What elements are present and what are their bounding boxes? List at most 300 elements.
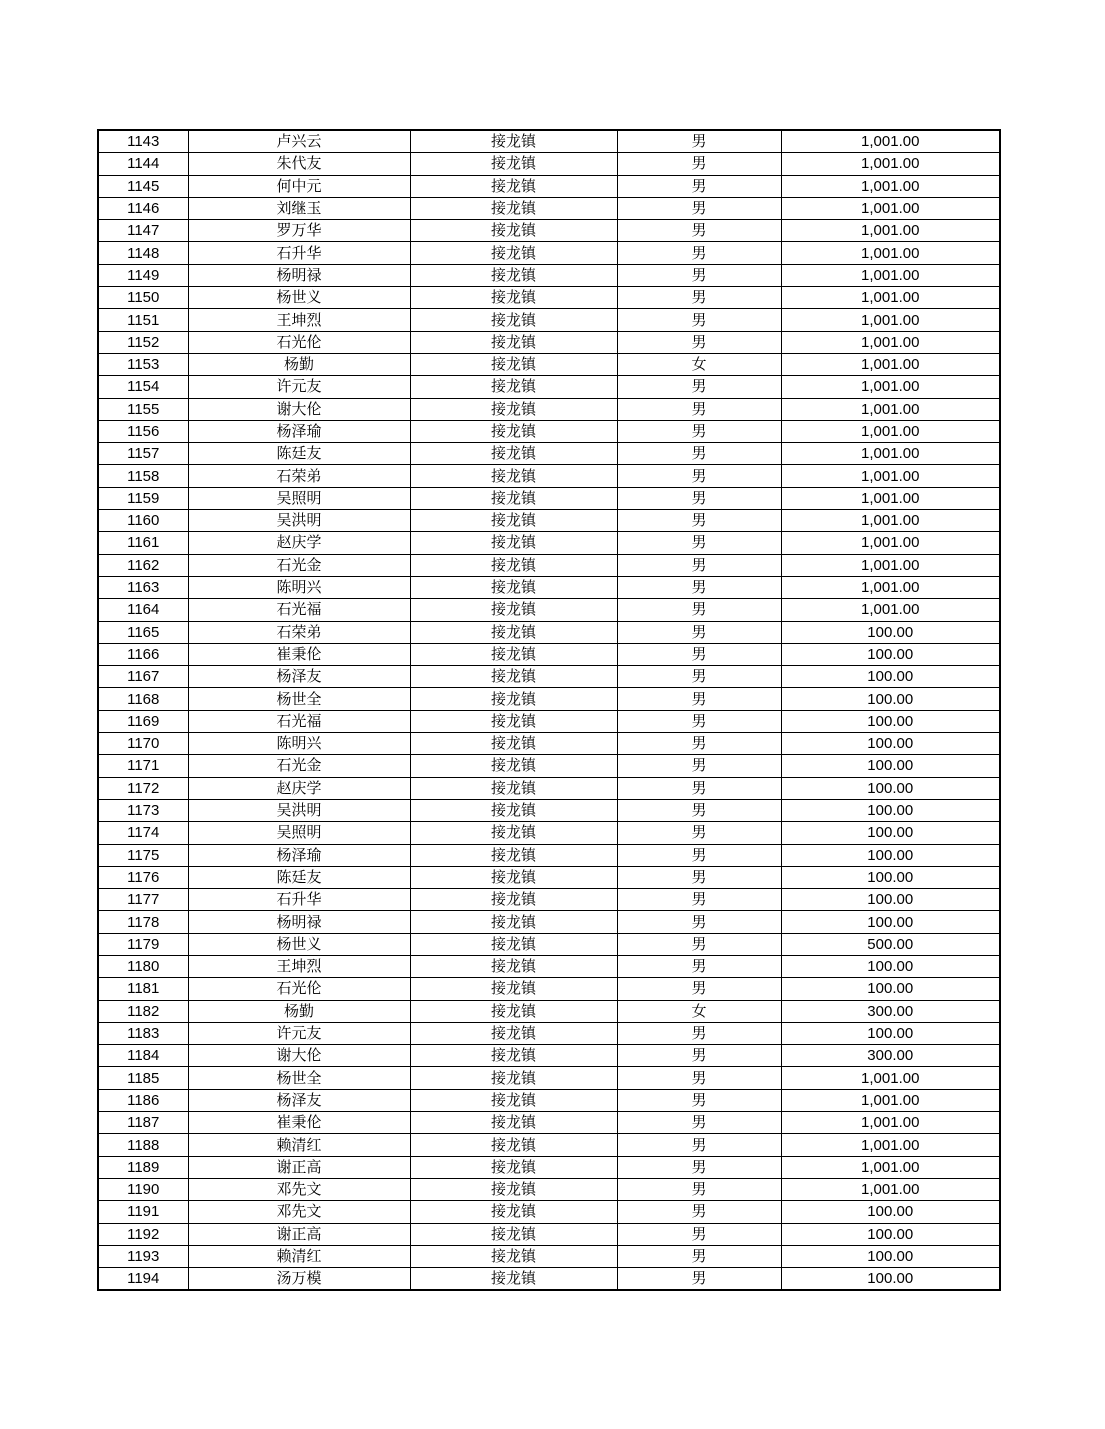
name-cell: 石光伦 bbox=[188, 978, 410, 1000]
name-cell: 石光金 bbox=[188, 554, 410, 576]
row-number-cell: 1174 bbox=[98, 822, 188, 844]
name-cell: 杨明禄 bbox=[188, 264, 410, 286]
town-cell: 接龙镇 bbox=[410, 197, 617, 219]
table-row bbox=[98, 933, 1000, 955]
gender-cell: 男 bbox=[617, 130, 781, 153]
amount-cell: 1,001.00 bbox=[781, 532, 1000, 554]
amount-cell: 100.00 bbox=[781, 1245, 1000, 1267]
row-number-cell: 1182 bbox=[98, 1000, 188, 1022]
town-cell: 接龙镇 bbox=[410, 242, 617, 264]
table-row bbox=[98, 911, 1000, 933]
gender-cell: 男 bbox=[617, 220, 781, 242]
name-cell: 赵庆学 bbox=[188, 777, 410, 799]
name-cell: 王坤烈 bbox=[188, 309, 410, 331]
name-cell: 崔秉伦 bbox=[188, 643, 410, 665]
town-cell: 接龙镇 bbox=[410, 1000, 617, 1022]
name-cell: 陈明兴 bbox=[188, 733, 410, 755]
row-number-cell: 1192 bbox=[98, 1223, 188, 1245]
row-number-cell: 1154 bbox=[98, 376, 188, 398]
town-cell: 接龙镇 bbox=[410, 576, 617, 598]
data-table bbox=[97, 129, 1001, 1291]
town-cell: 接龙镇 bbox=[410, 889, 617, 911]
gender-cell: 男 bbox=[617, 1201, 781, 1223]
table-row bbox=[98, 666, 1000, 688]
table-row bbox=[98, 398, 1000, 420]
amount-cell: 1,001.00 bbox=[781, 1112, 1000, 1134]
town-cell: 接龙镇 bbox=[410, 911, 617, 933]
amount-cell: 1,001.00 bbox=[781, 242, 1000, 264]
gender-cell: 男 bbox=[617, 309, 781, 331]
name-cell: 杨勤 bbox=[188, 353, 410, 375]
amount-cell: 1,001.00 bbox=[781, 398, 1000, 420]
amount-cell: 1,001.00 bbox=[781, 130, 1000, 153]
gender-cell: 男 bbox=[617, 688, 781, 710]
table-row bbox=[98, 443, 1000, 465]
table-row bbox=[98, 1268, 1000, 1291]
row-number-cell: 1145 bbox=[98, 175, 188, 197]
table-row bbox=[98, 955, 1000, 977]
town-cell: 接龙镇 bbox=[410, 799, 617, 821]
name-cell: 赖清红 bbox=[188, 1245, 410, 1267]
name-cell: 陈廷友 bbox=[188, 866, 410, 888]
table-row bbox=[98, 1223, 1000, 1245]
row-number-cell: 1188 bbox=[98, 1134, 188, 1156]
table-row bbox=[98, 331, 1000, 353]
name-cell: 许元友 bbox=[188, 376, 410, 398]
town-cell: 接龙镇 bbox=[410, 777, 617, 799]
amount-cell: 1,001.00 bbox=[781, 1067, 1000, 1089]
table-row bbox=[98, 777, 1000, 799]
amount-cell: 100.00 bbox=[781, 621, 1000, 643]
name-cell: 杨世全 bbox=[188, 688, 410, 710]
town-cell: 接龙镇 bbox=[410, 866, 617, 888]
row-number-cell: 1161 bbox=[98, 532, 188, 554]
town-cell: 接龙镇 bbox=[410, 309, 617, 331]
row-number-cell: 1191 bbox=[98, 1201, 188, 1223]
gender-cell: 男 bbox=[617, 666, 781, 688]
gender-cell: 男 bbox=[617, 1067, 781, 1089]
table-row bbox=[98, 376, 1000, 398]
name-cell: 朱代友 bbox=[188, 153, 410, 175]
table-row bbox=[98, 1245, 1000, 1267]
gender-cell: 男 bbox=[617, 777, 781, 799]
row-number-cell: 1159 bbox=[98, 487, 188, 509]
town-cell: 接龙镇 bbox=[410, 1134, 617, 1156]
amount-cell: 100.00 bbox=[781, 1022, 1000, 1044]
amount-cell: 100.00 bbox=[781, 822, 1000, 844]
name-cell: 陈明兴 bbox=[188, 576, 410, 598]
amount-cell: 1,001.00 bbox=[781, 1134, 1000, 1156]
row-number-cell: 1155 bbox=[98, 398, 188, 420]
amount-cell: 100.00 bbox=[781, 844, 1000, 866]
town-cell: 接龙镇 bbox=[410, 487, 617, 509]
amount-cell: 1,001.00 bbox=[781, 1178, 1000, 1200]
amount-cell: 100.00 bbox=[781, 688, 1000, 710]
town-cell: 接龙镇 bbox=[410, 287, 617, 309]
table-row bbox=[98, 554, 1000, 576]
row-number-cell: 1194 bbox=[98, 1268, 188, 1291]
table-row bbox=[98, 621, 1000, 643]
amount-cell: 1,001.00 bbox=[781, 420, 1000, 442]
table-row bbox=[98, 822, 1000, 844]
amount-cell: 100.00 bbox=[781, 710, 1000, 732]
row-number-cell: 1148 bbox=[98, 242, 188, 264]
name-cell: 杨泽瑜 bbox=[188, 844, 410, 866]
table-row bbox=[98, 220, 1000, 242]
amount-cell: 1,001.00 bbox=[781, 576, 1000, 598]
amount-cell: 300.00 bbox=[781, 1000, 1000, 1022]
table-row bbox=[98, 264, 1000, 286]
town-cell: 接龙镇 bbox=[410, 688, 617, 710]
gender-cell: 男 bbox=[617, 866, 781, 888]
row-number-cell: 1186 bbox=[98, 1089, 188, 1111]
gender-cell: 男 bbox=[617, 799, 781, 821]
town-cell: 接龙镇 bbox=[410, 175, 617, 197]
name-cell: 吴照明 bbox=[188, 487, 410, 509]
row-number-cell: 1173 bbox=[98, 799, 188, 821]
town-cell: 接龙镇 bbox=[410, 1067, 617, 1089]
name-cell: 杨明禄 bbox=[188, 911, 410, 933]
table-row bbox=[98, 153, 1000, 175]
town-cell: 接龙镇 bbox=[410, 1089, 617, 1111]
gender-cell: 男 bbox=[617, 153, 781, 175]
gender-cell: 男 bbox=[617, 822, 781, 844]
row-number-cell: 1187 bbox=[98, 1112, 188, 1134]
table-row bbox=[98, 710, 1000, 732]
row-number-cell: 1166 bbox=[98, 643, 188, 665]
name-cell: 石光伦 bbox=[188, 331, 410, 353]
row-number-cell: 1180 bbox=[98, 955, 188, 977]
town-cell: 接龙镇 bbox=[410, 264, 617, 286]
gender-cell: 男 bbox=[617, 1022, 781, 1044]
table-row bbox=[98, 1156, 1000, 1178]
amount-cell: 100.00 bbox=[781, 733, 1000, 755]
amount-cell: 100.00 bbox=[781, 1201, 1000, 1223]
gender-cell: 男 bbox=[617, 175, 781, 197]
table-row bbox=[98, 510, 1000, 532]
amount-cell: 100.00 bbox=[781, 1268, 1000, 1291]
gender-cell: 男 bbox=[617, 1089, 781, 1111]
row-number-cell: 1143 bbox=[98, 130, 188, 153]
row-number-cell: 1183 bbox=[98, 1022, 188, 1044]
table-row bbox=[98, 487, 1000, 509]
row-number-cell: 1184 bbox=[98, 1045, 188, 1067]
town-cell: 接龙镇 bbox=[410, 1245, 617, 1267]
name-cell: 石荣弟 bbox=[188, 621, 410, 643]
table-row bbox=[98, 688, 1000, 710]
row-number-cell: 1179 bbox=[98, 933, 188, 955]
row-number-cell: 1176 bbox=[98, 866, 188, 888]
table-row bbox=[98, 309, 1000, 331]
amount-cell: 1,001.00 bbox=[781, 331, 1000, 353]
town-cell: 接龙镇 bbox=[410, 1268, 617, 1291]
gender-cell: 男 bbox=[617, 398, 781, 420]
town-cell: 接龙镇 bbox=[410, 153, 617, 175]
town-cell: 接龙镇 bbox=[410, 621, 617, 643]
town-cell: 接龙镇 bbox=[410, 844, 617, 866]
row-number-cell: 1165 bbox=[98, 621, 188, 643]
amount-cell: 100.00 bbox=[781, 978, 1000, 1000]
amount-cell: 100.00 bbox=[781, 777, 1000, 799]
name-cell: 谢正高 bbox=[188, 1223, 410, 1245]
name-cell: 石光金 bbox=[188, 755, 410, 777]
table-row bbox=[98, 889, 1000, 911]
row-number-cell: 1158 bbox=[98, 465, 188, 487]
gender-cell: 男 bbox=[617, 710, 781, 732]
town-cell: 接龙镇 bbox=[410, 933, 617, 955]
town-cell: 接龙镇 bbox=[410, 1045, 617, 1067]
amount-cell: 100.00 bbox=[781, 889, 1000, 911]
gender-cell: 男 bbox=[617, 911, 781, 933]
table-row bbox=[98, 1134, 1000, 1156]
amount-cell: 1,001.00 bbox=[781, 376, 1000, 398]
amount-cell: 100.00 bbox=[781, 866, 1000, 888]
gender-cell: 男 bbox=[617, 465, 781, 487]
town-cell: 接龙镇 bbox=[410, 1022, 617, 1044]
row-number-cell: 1170 bbox=[98, 733, 188, 755]
table-row bbox=[98, 1178, 1000, 1200]
table-row bbox=[98, 733, 1000, 755]
table-row bbox=[98, 599, 1000, 621]
amount-cell: 1,001.00 bbox=[781, 197, 1000, 219]
town-cell: 接龙镇 bbox=[410, 955, 617, 977]
name-cell: 汤万模 bbox=[188, 1268, 410, 1291]
table-row bbox=[98, 532, 1000, 554]
gender-cell: 男 bbox=[617, 621, 781, 643]
amount-cell: 300.00 bbox=[781, 1045, 1000, 1067]
town-cell: 接龙镇 bbox=[410, 220, 617, 242]
row-number-cell: 1171 bbox=[98, 755, 188, 777]
amount-cell: 100.00 bbox=[781, 955, 1000, 977]
gender-cell: 男 bbox=[617, 242, 781, 264]
table-row bbox=[98, 799, 1000, 821]
gender-cell: 男 bbox=[617, 1045, 781, 1067]
gender-cell: 男 bbox=[617, 978, 781, 1000]
town-cell: 接龙镇 bbox=[410, 1156, 617, 1178]
row-number-cell: 1175 bbox=[98, 844, 188, 866]
amount-cell: 1,001.00 bbox=[781, 175, 1000, 197]
amount-cell: 1,001.00 bbox=[781, 287, 1000, 309]
gender-cell: 男 bbox=[617, 264, 781, 286]
name-cell: 邓先文 bbox=[188, 1178, 410, 1200]
gender-cell: 男 bbox=[617, 1245, 781, 1267]
name-cell: 杨世义 bbox=[188, 287, 410, 309]
town-cell: 接龙镇 bbox=[410, 1223, 617, 1245]
row-number-cell: 1153 bbox=[98, 353, 188, 375]
gender-cell: 男 bbox=[617, 1223, 781, 1245]
town-cell: 接龙镇 bbox=[410, 1112, 617, 1134]
table-row bbox=[98, 1000, 1000, 1022]
name-cell: 吴洪明 bbox=[188, 510, 410, 532]
amount-cell: 500.00 bbox=[781, 933, 1000, 955]
row-number-cell: 1190 bbox=[98, 1178, 188, 1200]
town-cell: 接龙镇 bbox=[410, 420, 617, 442]
gender-cell: 男 bbox=[617, 733, 781, 755]
gender-cell: 男 bbox=[617, 197, 781, 219]
name-cell: 杨泽友 bbox=[188, 1089, 410, 1111]
gender-cell: 男 bbox=[617, 443, 781, 465]
name-cell: 石升华 bbox=[188, 242, 410, 264]
row-number-cell: 1169 bbox=[98, 710, 188, 732]
row-number-cell: 1160 bbox=[98, 510, 188, 532]
name-cell: 罗万华 bbox=[188, 220, 410, 242]
town-cell: 接龙镇 bbox=[410, 510, 617, 532]
row-number-cell: 1147 bbox=[98, 220, 188, 242]
table-row bbox=[98, 1067, 1000, 1089]
gender-cell: 女 bbox=[617, 353, 781, 375]
town-cell: 接龙镇 bbox=[410, 376, 617, 398]
town-cell: 接龙镇 bbox=[410, 733, 617, 755]
name-cell: 杨世全 bbox=[188, 1067, 410, 1089]
gender-cell: 男 bbox=[617, 1134, 781, 1156]
table-row bbox=[98, 866, 1000, 888]
row-number-cell: 1157 bbox=[98, 443, 188, 465]
row-number-cell: 1164 bbox=[98, 599, 188, 621]
row-number-cell: 1163 bbox=[98, 576, 188, 598]
name-cell: 石光福 bbox=[188, 710, 410, 732]
row-number-cell: 1144 bbox=[98, 153, 188, 175]
table-body bbox=[98, 130, 1000, 1290]
gender-cell: 男 bbox=[617, 1268, 781, 1291]
row-number-cell: 1146 bbox=[98, 197, 188, 219]
town-cell: 接龙镇 bbox=[410, 353, 617, 375]
table-row bbox=[98, 755, 1000, 777]
amount-cell: 1,001.00 bbox=[781, 1089, 1000, 1111]
table-row bbox=[98, 844, 1000, 866]
row-number-cell: 1168 bbox=[98, 688, 188, 710]
gender-cell: 男 bbox=[617, 844, 781, 866]
amount-cell: 1,001.00 bbox=[781, 443, 1000, 465]
gender-cell: 男 bbox=[617, 599, 781, 621]
row-number-cell: 1149 bbox=[98, 264, 188, 286]
town-cell: 接龙镇 bbox=[410, 666, 617, 688]
gender-cell: 男 bbox=[617, 331, 781, 353]
gender-cell: 男 bbox=[617, 755, 781, 777]
town-cell: 接龙镇 bbox=[410, 398, 617, 420]
gender-cell: 男 bbox=[617, 643, 781, 665]
row-number-cell: 1156 bbox=[98, 420, 188, 442]
name-cell: 王坤烈 bbox=[188, 955, 410, 977]
town-cell: 接龙镇 bbox=[410, 532, 617, 554]
town-cell: 接龙镇 bbox=[410, 331, 617, 353]
town-cell: 接龙镇 bbox=[410, 465, 617, 487]
row-number-cell: 1151 bbox=[98, 309, 188, 331]
town-cell: 接龙镇 bbox=[410, 643, 617, 665]
table-row bbox=[98, 420, 1000, 442]
row-number-cell: 1181 bbox=[98, 978, 188, 1000]
name-cell: 石光福 bbox=[188, 599, 410, 621]
amount-cell: 100.00 bbox=[781, 666, 1000, 688]
amount-cell: 1,001.00 bbox=[781, 153, 1000, 175]
name-cell: 石荣弟 bbox=[188, 465, 410, 487]
town-cell: 接龙镇 bbox=[410, 1201, 617, 1223]
name-cell: 杨勤 bbox=[188, 1000, 410, 1022]
amount-cell: 1,001.00 bbox=[781, 554, 1000, 576]
name-cell: 杨世义 bbox=[188, 933, 410, 955]
gender-cell: 男 bbox=[617, 955, 781, 977]
name-cell: 赵庆学 bbox=[188, 532, 410, 554]
amount-cell: 100.00 bbox=[781, 755, 1000, 777]
gender-cell: 男 bbox=[617, 1178, 781, 1200]
name-cell: 邓先文 bbox=[188, 1201, 410, 1223]
name-cell: 吴洪明 bbox=[188, 799, 410, 821]
name-cell: 谢正高 bbox=[188, 1156, 410, 1178]
table-row bbox=[98, 242, 1000, 264]
name-cell: 赖清红 bbox=[188, 1134, 410, 1156]
gender-cell: 男 bbox=[617, 1112, 781, 1134]
table-row bbox=[98, 465, 1000, 487]
row-number-cell: 1193 bbox=[98, 1245, 188, 1267]
town-cell: 接龙镇 bbox=[410, 130, 617, 153]
row-number-cell: 1172 bbox=[98, 777, 188, 799]
row-number-cell: 1178 bbox=[98, 911, 188, 933]
name-cell: 谢大伦 bbox=[188, 1045, 410, 1067]
name-cell: 吴照明 bbox=[188, 822, 410, 844]
town-cell: 接龙镇 bbox=[410, 599, 617, 621]
amount-cell: 100.00 bbox=[781, 1223, 1000, 1245]
amount-cell: 1,001.00 bbox=[781, 1156, 1000, 1178]
amount-cell: 100.00 bbox=[781, 643, 1000, 665]
gender-cell: 男 bbox=[617, 1156, 781, 1178]
row-number-cell: 1162 bbox=[98, 554, 188, 576]
amount-cell: 1,001.00 bbox=[781, 510, 1000, 532]
gender-cell: 男 bbox=[617, 510, 781, 532]
table-row bbox=[98, 643, 1000, 665]
gender-cell: 女 bbox=[617, 1000, 781, 1022]
name-cell: 石升华 bbox=[188, 889, 410, 911]
gender-cell: 男 bbox=[617, 554, 781, 576]
name-cell: 刘继玉 bbox=[188, 197, 410, 219]
gender-cell: 男 bbox=[617, 287, 781, 309]
table-row bbox=[98, 1045, 1000, 1067]
table-row bbox=[98, 576, 1000, 598]
name-cell: 杨泽友 bbox=[188, 666, 410, 688]
table-row bbox=[98, 1089, 1000, 1111]
table-row bbox=[98, 1022, 1000, 1044]
name-cell: 谢大伦 bbox=[188, 398, 410, 420]
name-cell: 陈廷友 bbox=[188, 443, 410, 465]
gender-cell: 男 bbox=[617, 376, 781, 398]
gender-cell: 男 bbox=[617, 420, 781, 442]
town-cell: 接龙镇 bbox=[410, 443, 617, 465]
table-row bbox=[98, 175, 1000, 197]
amount-cell: 1,001.00 bbox=[781, 264, 1000, 286]
amount-cell: 1,001.00 bbox=[781, 487, 1000, 509]
amount-cell: 1,001.00 bbox=[781, 309, 1000, 331]
row-number-cell: 1152 bbox=[98, 331, 188, 353]
gender-cell: 男 bbox=[617, 933, 781, 955]
row-number-cell: 1189 bbox=[98, 1156, 188, 1178]
town-cell: 接龙镇 bbox=[410, 710, 617, 732]
name-cell: 崔秉伦 bbox=[188, 1112, 410, 1134]
table-row bbox=[98, 1201, 1000, 1223]
table-row bbox=[98, 978, 1000, 1000]
amount-cell: 1,001.00 bbox=[781, 220, 1000, 242]
table-row bbox=[98, 197, 1000, 219]
gender-cell: 男 bbox=[617, 532, 781, 554]
amount-cell: 100.00 bbox=[781, 911, 1000, 933]
town-cell: 接龙镇 bbox=[410, 1178, 617, 1200]
town-cell: 接龙镇 bbox=[410, 755, 617, 777]
row-number-cell: 1167 bbox=[98, 666, 188, 688]
amount-cell: 1,001.00 bbox=[781, 353, 1000, 375]
amount-cell: 1,001.00 bbox=[781, 599, 1000, 621]
town-cell: 接龙镇 bbox=[410, 554, 617, 576]
amount-cell: 100.00 bbox=[781, 799, 1000, 821]
town-cell: 接龙镇 bbox=[410, 822, 617, 844]
row-number-cell: 1185 bbox=[98, 1067, 188, 1089]
amount-cell: 1,001.00 bbox=[781, 465, 1000, 487]
